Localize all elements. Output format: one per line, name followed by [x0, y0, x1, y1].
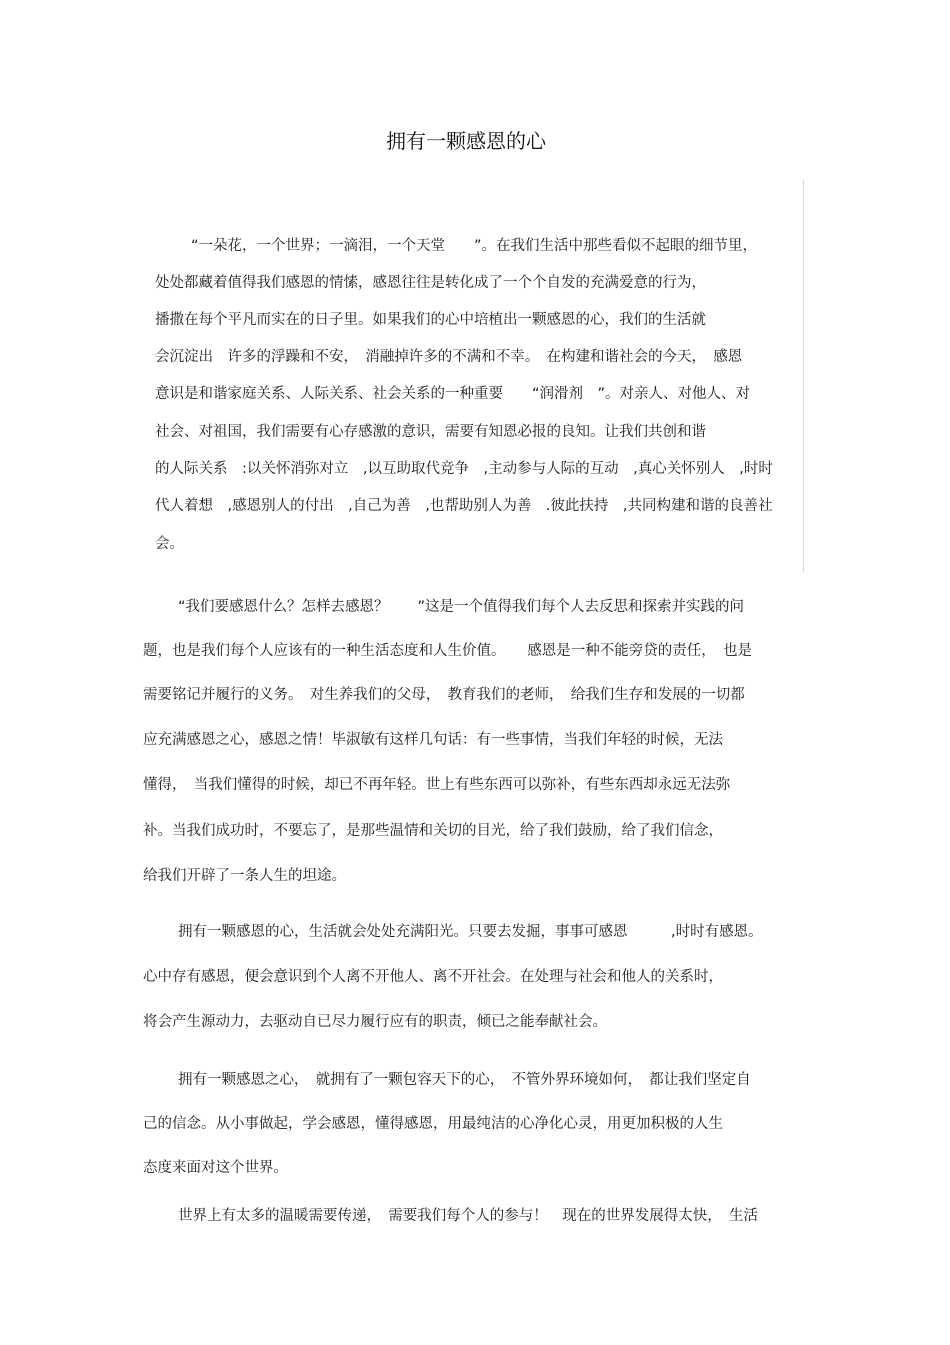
text-line: 态度来面对这个世界。 — [143, 1160, 288, 1176]
text-line: 会。 — [155, 536, 184, 552]
text-line: 题，也是我们每个人应该有的一种生活态度和人生价值。 感恩是一种不能旁贷的责任， 也是 — [143, 643, 752, 659]
text-line: 拥有一颗感恩的心，生活就会处处充满阳光。只要去发掘，事事可感恩 ,时时有感恩。 — [178, 924, 763, 940]
text-line: 需要铭记并履行的义务。 对生养我们的父母， 教育我们的老师， 给我们生存和发展的一切都 — [143, 687, 745, 703]
text-line: 应充满感恩之心，感恩之情！毕淑敏有这样几句话：有一些事情，当我们年轻的时候，无法 — [143, 732, 723, 748]
page-title: 拥有一颗感恩的心 — [386, 129, 546, 153]
text-line: 将会产生源动力，去驱动自已尽力履行应有的职责，倾已之能奉献社会。 — [143, 1014, 607, 1030]
text-line: 懂得， 当我们懂得的时候，却已不再年轻。世上有些东西可以弥补，有些东西却永远无法弥 — [143, 777, 731, 793]
text-line: 代人着想 ,感恩别人的付出 ,自己为善 ,也帮助别人为善 .彼此扶持 ,共同构建和谐的良善社 — [155, 498, 773, 514]
text-line: 补。当我们成功时，不要忘了，是那些温情和关切的目光，给了我们鼓励，给了我们信念， — [143, 823, 723, 839]
text-line: 播撒在每个平凡而实在的日子里。如果我们的心中培植出一颗感恩的心，我们的生活就 — [155, 312, 706, 328]
margin-rule — [803, 180, 804, 572]
text-line: 世界上有太多的温暖需要传递， 需要我们每个人的参与！ 现在的世界发展得太快， 生活 — [178, 1208, 758, 1224]
text-line: “我们要感恩什么？怎样去感恩？ ”这是一个值得我们每个人去反思和探索并实践的问 — [178, 599, 745, 615]
text-line: 己的信念。从小事做起，学会感恩，懂得感恩，用最纯洁的心净化心灵，用更加积极的人生 — [143, 1116, 723, 1132]
text-line: 意识是和谐家庭关系、人际关系、社会关系的一种重要 “润滑剂 ”。对亲人、对他人、对 — [155, 386, 751, 402]
text-line: 的人际关系 :以关怀消弥对立 ,以互助取代竞争 ,主动参与人际的互动 ,真心关怀别人 ,时时 — [155, 461, 773, 477]
text-line: 心中存有感恩，便会意识到个人离不开他人、离不开社会。在处理与社会和他人的关系时， — [143, 969, 723, 985]
text-line: 会沉淀出 许多的浮躁和不安， 消融掉许多的不满和不幸。 在构建和谐社会的今天， 感恩 — [155, 349, 743, 365]
text-line: 给我们开辟了一条人生的坦途。 — [143, 868, 346, 884]
text-line: “一朵花，一个世界；一滴泪，一个天堂 ”。在我们生活中那些看似不起眼的细节里， — [191, 238, 758, 254]
text-line: 处处都藏着值得我们感恩的情愫，感恩往往是转化成了一个个自发的充满爱意的行为， — [155, 275, 706, 291]
text-line: 社会、对祖国，我们需要有心存感激的意识，需要有知恩必报的良知。让我们共创和谐 — [155, 424, 706, 440]
text-line: 拥有一颗感恩之心， 就拥有了一颗包容天下的心， 不管外界环境如何， 都让我们坚定自 — [178, 1072, 751, 1088]
